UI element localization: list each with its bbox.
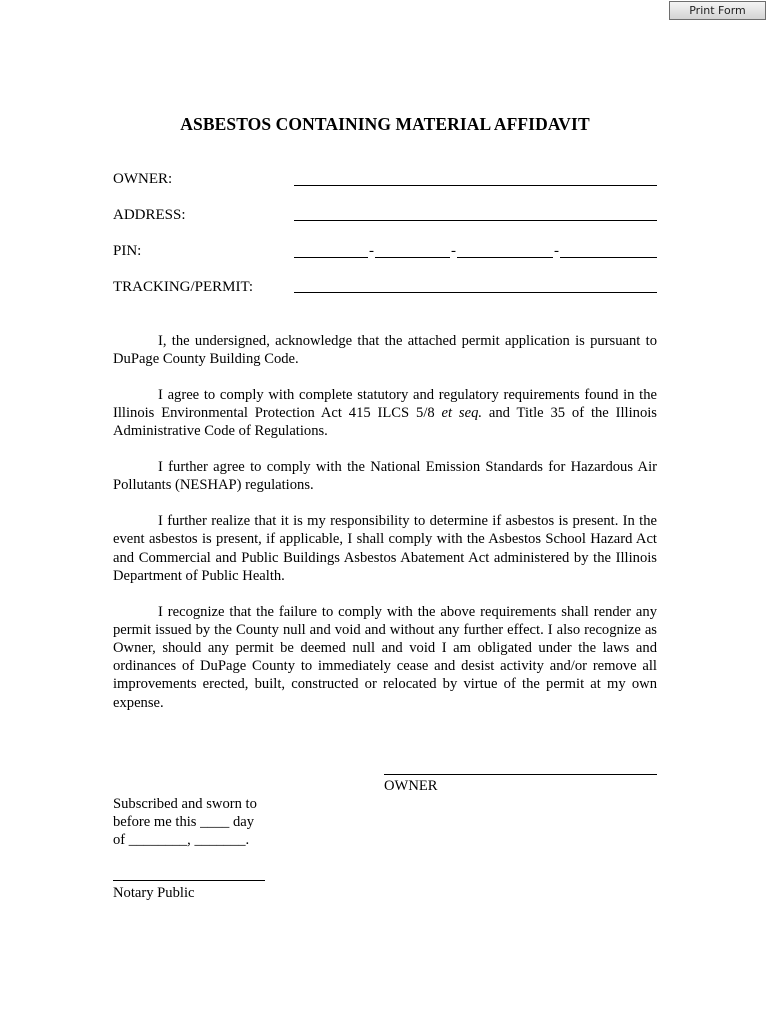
owner-input-line[interactable] xyxy=(294,185,657,186)
paragraph-neshap: I further agree to comply with the National Emission Standards for Hazardous Air Pollutants (NESHAP) regulations. xyxy=(113,459,657,494)
owner-signature-line[interactable] xyxy=(384,774,657,775)
paragraph-responsibility: I further realize that it is my responsibility to determine if asbestos is present. In the event asbestos is present, if applicable, I shall comply with the Asbestos School Hazard Act and Commercial and Public Buildings Asbestos Abatement Act administered by the Illinois Department of Public Health. xyxy=(113,513,657,584)
paragraph-failure-to-comply: I recognize that the failure to comply with the above requirements shall render any permit issued by the County null and void and without any further effect. I also recognize as Owner, should any permit be deemed null and void I am obligated under the laws and ordinances of DuPage County to immediately cease and desist activity and/or remove all improvements erected, built, constructed or relocated by virtue of the permit at my own expense. xyxy=(113,603,657,711)
form-title: ASBESTOS CONTAINING MATERIAL AFFIDAVIT xyxy=(180,114,590,134)
tracking-permit-input-line[interactable] xyxy=(294,292,657,293)
owner-label: OWNER: xyxy=(113,171,173,187)
paragraph-comply-statutory: I agree to comply with complete statutory and regulatory requirements found in the Illinois Environmental Protection Act 415 ILCS 5/8 et seq. and Title 35 of the Illinois Administrative Code of Regulations. xyxy=(113,387,657,440)
paragraph-acknowledge: I, the undersigned, acknowledge that the attached permit application is pursuant to DuPage County Building Code. xyxy=(113,333,657,368)
pin-segment-4[interactable] xyxy=(560,257,657,258)
address-input-line[interactable] xyxy=(294,220,657,221)
pin-separator: - xyxy=(554,243,559,259)
tracking-permit-label: TRACKING/PERMIT: xyxy=(113,279,254,295)
notary-public-label: Notary Public xyxy=(113,885,195,901)
pin-separator: - xyxy=(369,243,374,259)
affidavit-body xyxy=(113,332,657,729)
sworn-statement: Subscribed and sworn to before me this ____ day of ________, _______. xyxy=(113,796,257,849)
pin-segment-3[interactable] xyxy=(457,257,553,258)
print-form-button[interactable]: Print Form xyxy=(669,1,766,20)
owner-signature-label: OWNER xyxy=(384,778,438,794)
address-label: ADDRESS: xyxy=(113,207,186,223)
pin-segment-1[interactable] xyxy=(294,257,368,258)
pin-segment-2[interactable] xyxy=(375,257,450,258)
notary-signature-line[interactable] xyxy=(113,880,265,881)
pin-label: PIN: xyxy=(113,243,142,259)
pin-separator: - xyxy=(451,243,456,259)
